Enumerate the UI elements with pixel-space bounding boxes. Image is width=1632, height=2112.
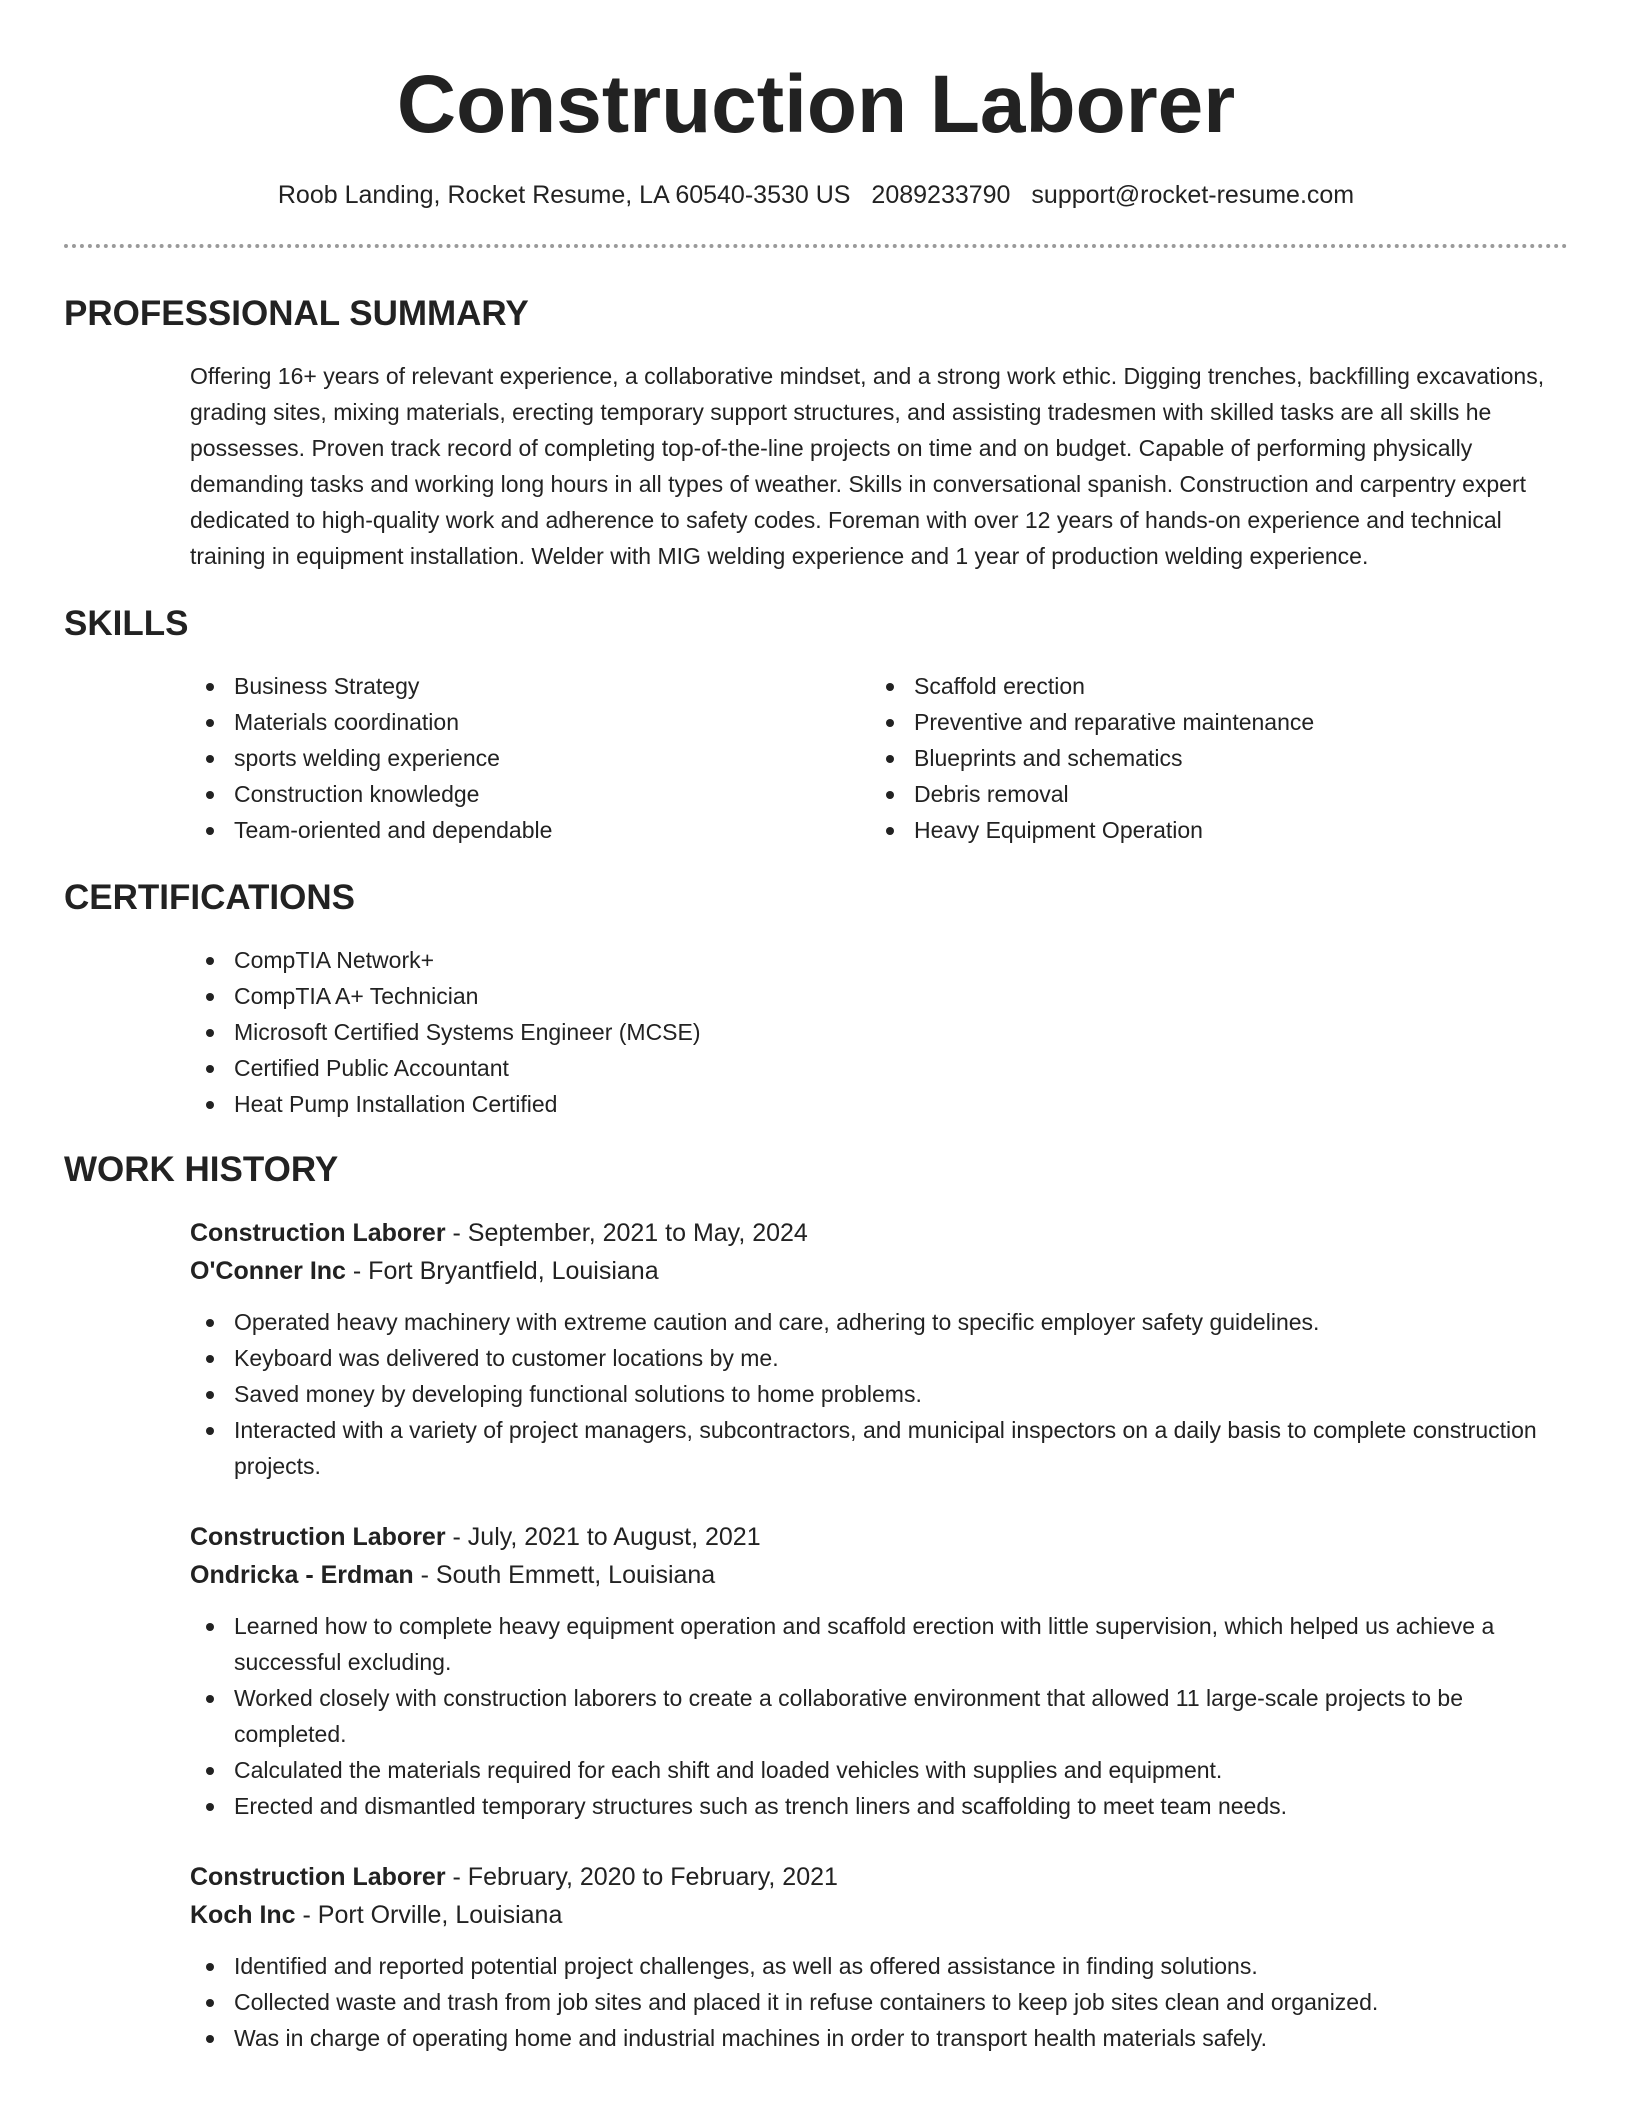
- job-dates: - February, 2020 to February, 2021: [445, 1863, 838, 1891]
- job-bullet: Was in charge of operating home and industrial machines in order to transport health materials safely.: [190, 2020, 1568, 2056]
- job-bullet: Calculated the materials required for each shift and loaded vehicles with supplies and equipment.: [190, 1752, 1568, 1788]
- job-bullet: Collected waste and trash from job sites and placed it in refuse containers to keep job sites clean and organized.: [190, 1984, 1568, 2020]
- skill-item: Blueprints and schematics: [870, 740, 1550, 776]
- skills-list-left: [190, 668, 870, 848]
- contact-email: support@rocket-resume.com: [1031, 181, 1355, 209]
- job-company-line: [190, 1556, 1568, 1594]
- job-title-line: [190, 1518, 1568, 1556]
- job-location: - Fort Bryantfield, Louisiana: [345, 1257, 659, 1285]
- job-dates: - July, 2021 to August, 2021: [445, 1523, 761, 1551]
- skill-item: sports welding experience: [190, 740, 870, 776]
- section-title-summary: PROFESSIONAL SUMMARY: [64, 294, 529, 333]
- skill-item: Debris removal: [870, 776, 1550, 812]
- job-bullet: Identified and reported potential project challenges, as well as offered assistance in finding solutions.: [190, 1948, 1568, 1984]
- job-title-line: [190, 1858, 1568, 1896]
- job-company-line: [190, 1252, 1568, 1290]
- job-bullet: Keyboard was delivered to customer locations by me.: [190, 1340, 1568, 1376]
- section-title-certifications: CERTIFICATIONS: [64, 878, 356, 917]
- header-divider: [64, 244, 1568, 248]
- skill-item: Business Strategy: [190, 668, 870, 704]
- section-title-work-history: WORK HISTORY: [64, 1150, 339, 1189]
- skill-item: Scaffold erection: [870, 668, 1550, 704]
- skill-item: Preventive and reparative maintenance: [870, 704, 1550, 740]
- certification-item: Certified Public Accountant: [190, 1050, 1568, 1086]
- skill-item: Heavy Equipment Operation: [870, 812, 1550, 848]
- job-location: - South Emmett, Louisiana: [413, 1561, 716, 1589]
- job-role: Construction Laborer: [190, 1523, 446, 1551]
- job-bullet-list: [190, 1304, 1568, 1484]
- skill-item: Construction knowledge: [190, 776, 870, 812]
- certification-item: Microsoft Certified Systems Engineer (MCSE): [190, 1014, 1568, 1050]
- job-role: Construction Laborer: [190, 1863, 446, 1891]
- job-entry: [190, 1518, 1568, 1824]
- job-bullet: Interacted with a variety of project managers, subcontractors, and municipal inspectors on a daily basis to complete construction projects.: [190, 1412, 1568, 1484]
- skills-grid: [190, 668, 1568, 848]
- job-bullet: Saved money by developing functional solutions to home problems.: [190, 1376, 1568, 1412]
- job-dates: - September, 2021 to May, 2024: [445, 1219, 808, 1247]
- job-bullet: Operated heavy machinery with extreme caution and care, adhering to specific employer safety guidelines.: [190, 1304, 1568, 1340]
- certifications-list: [190, 942, 1568, 1122]
- job-bullet: Worked closely with construction laborers to create a collaborative environment that allowed 11 large-scale projects to be completed.: [190, 1680, 1568, 1752]
- job-company: Koch Inc: [190, 1901, 296, 1929]
- job-entry: [190, 1214, 1568, 1484]
- resume-page: [64, 0, 1568, 2056]
- job-role: Construction Laborer: [190, 1219, 446, 1247]
- job-title-line: [190, 1214, 1568, 1252]
- job-company: Ondricka - Erdman: [190, 1561, 414, 1589]
- job-bullet-list: [190, 1948, 1568, 2056]
- certification-item: CompTIA A+ Technician: [190, 978, 1568, 1014]
- job-entry: [190, 1858, 1568, 2056]
- section-title-skills: SKILLS: [64, 604, 189, 643]
- certification-item: Heat Pump Installation Certified: [190, 1086, 1568, 1122]
- contact-line: [64, 180, 1568, 210]
- job-bullet-list: [190, 1608, 1568, 1824]
- job-location: - Port Orville, Louisiana: [295, 1901, 563, 1929]
- contact-phone: 2089233790: [871, 181, 1011, 209]
- skills-list-right: [870, 668, 1550, 848]
- certification-item: CompTIA Network+: [190, 942, 1568, 978]
- summary-paragraph: Offering 16+ years of relevant experience, a collaborative mindset, and a strong work ethic. Digging trenches, backfilling excavations, grading sites, mixing materials, erecting temporary support structures, and assisting tradesmen with skilled tasks are all skills he possesses. Proven track record of completing top-of-the-line projects on time and on budget. Capable of performing physically demanding tasks and working long hours in all types of weather. Skills in conversational spanish. Construction and carpentry expert dedicated to high-quality work and adherence to safety codes. Foreman with over 12 years of hands-on experience and technical training in equipment installation. Welder with MIG welding experience and 1 year of production welding experience.: [190, 363, 1545, 569]
- candidate-name: Construction Laborer: [396, 59, 1236, 150]
- skill-item: Team-oriented and dependable: [190, 812, 870, 848]
- contact-address: Roob Landing, Rocket Resume, LA 60540-3530 US: [277, 181, 851, 209]
- job-bullet: Learned how to complete heavy equipment operation and scaffold erection with little supervision, which helped us achieve a successful excluding.: [190, 1608, 1568, 1680]
- job-company: O'Conner Inc: [190, 1257, 346, 1285]
- job-company-line: [190, 1896, 1568, 1934]
- skill-item: Materials coordination: [190, 704, 870, 740]
- job-bullet: Erected and dismantled temporary structures such as trench liners and scaffolding to meet team needs.: [190, 1788, 1568, 1824]
